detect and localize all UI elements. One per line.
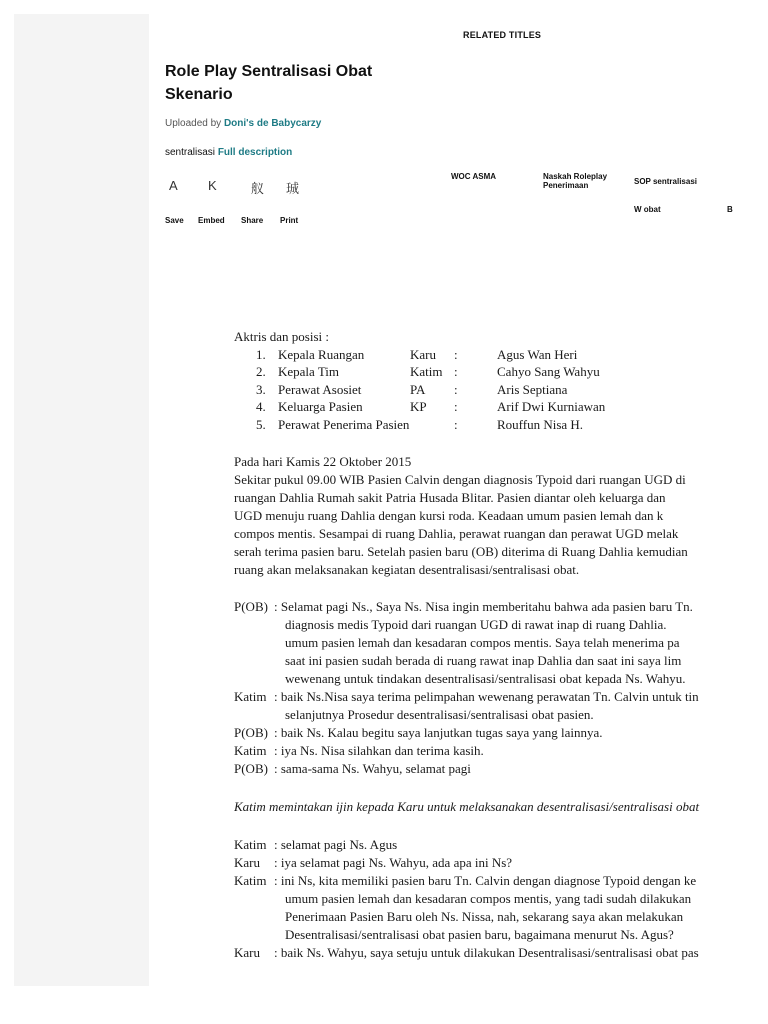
document-title [165,60,425,106]
left-panel [14,14,149,986]
description-text: sentralisasi [165,147,216,158]
cast-abbr: PA [410,381,426,397]
dialog-line: : baik Ns.Nisa saya terima pelimpahan wewenang perawatan Tn. Calvin untuk tin [274,688,699,704]
dialog-entry [234,854,768,872]
related-item-title: SOP sentralisasi [634,177,697,186]
dialog-speaker: Karu [234,944,260,960]
dialog-line: : baik Ns. Kalau begitu saya lanjutkan tugas saya yang lainnya. [274,724,603,740]
dialog-line: : baik Ns. Wahyu, saya setuju untuk dilakukan Desentralisasi/sentralisasi obat pas [274,944,699,960]
cast-colon: : [454,416,458,432]
narrative-line: Sekitar pukul 09.00 WIB Pasien Calvin dengan diagnosis Typoid dari ruangan UGD di [234,471,686,487]
dialog-entry [234,742,768,760]
dialog-speaker: Katim [234,836,267,852]
dialog-line: diagnosis medis Typoid dari ruangan UGD di rawat inap di ruang Dahlia. [285,616,667,632]
document-page [234,328,768,1024]
cast-number: 3. [256,381,266,397]
dialog-line: : selamat pagi Ns. Agus [274,836,398,852]
cast-role: Perawat Asosiet [278,381,362,397]
uploader-link[interactable]: Doni's de Babycarzy [223,118,322,129]
cast-number: 1. [256,347,266,362]
dialog-line: umum pasien lemah dan kesadaran compos mentis. Saya telah menerima pa [285,634,680,650]
print-button[interactable] [280,178,330,225]
dialog-entry [234,760,768,778]
dialog-line: umum pasien lemah dan kesadaran compos mentis, yang tadi sudah dilakukan [285,890,692,906]
cast-role: Kepala Tim [278,364,340,380]
narrative-line: UGD menuju ruang Dahlia dengan kursi roda. Keadaan umum pasien lemah dan k [234,507,664,523]
related-item-naskah-roleplay[interactable] [543,172,607,190]
related-item-subtitle: W obat [634,205,661,214]
save-label: Save [165,216,184,225]
dialog-line: Desentralisasi/sentralisasi obat pasien baru, bagaimana menurut Ns. Agus? [285,926,674,942]
related-item-b[interactable] [727,205,733,214]
cast-role: Keluarga Pasien [278,399,363,415]
uploaded-by-label: Uploaded by [165,118,222,129]
cast-heading: Aktris dan posisi : [234,329,329,344]
narrative-line: serah terima pasien baru. Setelah pasien baru (OB) diterima di Ruang Dahlia kemudian [234,543,688,559]
cast-abbr: Karu [410,347,436,362]
document-title-line1: Role Play Sentralisasi Obat [165,63,373,80]
cast-role: Perawat Penerima Pasien [278,416,410,432]
print-icon: 珹 [286,181,300,196]
dialog-entry [234,688,768,724]
related-item-title: WOC ASMA [451,172,497,181]
cast-number: 5. [256,416,266,432]
cast-row [234,363,768,380]
related-item-title-line1: Naskah Roleplay [543,172,608,181]
dialog-line: saat ini pasien sudah berada di ruang rawat inap Dahlia dan saat ini saya lim [285,652,682,668]
embed-label: Embed [198,216,225,225]
cast-name: Rouffun Nisa H. [497,416,584,432]
narrative-line: compos mentis. Sesampai di ruang Dahlia, perawat ruangan dan perawat UGD melak [234,525,679,541]
narrative-line: Pada hari Kamis 22 Oktober 2015 [234,453,412,469]
dialog-line: : sama-sama Ns. Wahyu, selamat pagi [274,760,471,776]
cast-abbr: Katim [410,364,443,380]
dialog-line: : Selamat pagi Ns., Saya Ns. Nisa ingin memberitahu bahwa ada pasien baru Tn. [274,598,693,614]
embed-icon: K [208,178,217,193]
dialog-speaker: P(OB) [234,598,268,614]
narrative-line: ruang akan melaksanakan kegiatan desentralisasi/sentralisasi obat. [234,561,580,577]
dialog-line: selanjutnya Prosedur desentralisasi/sentralisasi obat pasien. [285,706,594,722]
cast-colon: : [454,399,458,415]
cast-colon: : [454,381,458,397]
dialog-entry [234,724,768,742]
dialog-speaker: Katim [234,872,267,888]
dialog-speaker: P(OB) [234,724,268,740]
cast-row [234,416,768,433]
dialog-entry [234,598,768,688]
cast-row [234,346,768,363]
cast-name: Agus Wan Heri [497,347,578,362]
print-label: Print [280,216,299,225]
dialog-line: wewenang untuk tindakan desentralisasi/sentralisasi obat kepada Ns. Wahyu. [285,670,686,686]
related-item-woc-asma[interactable] [451,172,496,181]
dialog-speaker: Katim [234,742,267,758]
dialog-line: : ini Ns, kita memiliki pasien baru Tn. Calvin dengan diagnose Typoid dengan ke [274,872,697,888]
related-item-title: B [727,205,733,214]
cast-colon: : [454,364,458,380]
uploader-info [165,118,321,129]
related-item-title-line2: Penerimaan [543,181,589,190]
dialog-entry [234,872,768,944]
cast-row [234,398,768,415]
dialog-speaker: Katim [234,688,267,704]
save-icon: A [169,178,178,193]
full-description-link[interactable]: Full description [217,147,293,158]
related-titles-heading: RELATED TITLES [463,30,542,40]
cast-number: 4. [256,399,266,415]
cast-colon: : [454,347,458,362]
cast-name: Cahyo Sang Wahyu [497,364,600,380]
scene-note: Katim memintakan ijin kepada Karu untuk melaksanakan desentralisasi/sentralisasi obat [234,798,700,814]
cast-abbr: KP [410,399,427,415]
cast-number: 2. [256,364,266,380]
share-icon: 舣 [251,181,265,196]
dialog-entry [234,836,768,854]
cast-row [234,381,768,398]
dialog-entry [234,944,768,962]
related-item-sop-sentralisasi[interactable] [634,177,697,214]
document-title-line2: Skenario [165,86,233,103]
share-label: Share [241,216,264,225]
description [165,147,292,158]
dialog-line: : iya Ns. Nisa silahkan dan terima kasih. [274,742,484,758]
cast-name: Aris Septiana [497,381,568,397]
dialog-speaker: P(OB) [234,760,268,776]
cast-role: Kepala Ruangan [278,347,365,362]
dialog-speaker: Karu [234,854,260,870]
dialog-line: Penerimaan Pasien Baru oleh Ns. Nissa, nah, sekarang saya akan melakukan [285,908,684,924]
narrative-line: ruangan Dahlia Rumah sakit Patria Husada Blitar. Pasien diantar oleh keluarga dan [234,489,666,505]
cast-name: Arif Dwi Kurniawan [497,399,606,415]
dialog-line: : iya selamat pagi Ns. Wahyu, ada apa ini Ns? [274,854,513,870]
